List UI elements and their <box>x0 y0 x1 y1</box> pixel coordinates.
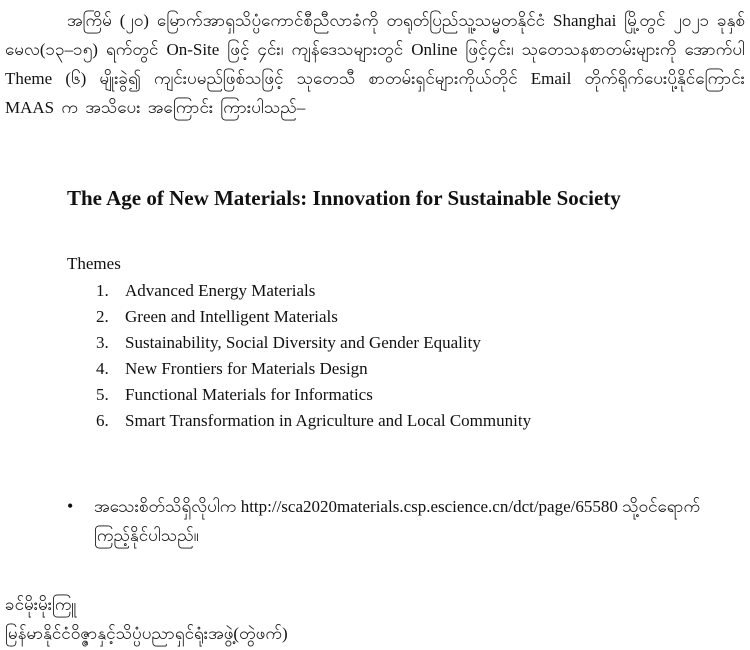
intro-paragraph: အကြိမ် (၂၀) မြောက်အာရှသိပ္ပံကောင်စီညီလာခံကို တရုတ်ပြည်သူ့သမ္မတနိုင်ငံ Shanghai မြို့တွင် ၂၀၂၁ ခုနှစ် မေလ(၁၃–၁၅) ရက်တွင် On-Site ဖြင့် ၄င်း၊ ကျန်ဒေသများတွင် Online ဖြင့်၄င်း၊ သုတေသနစာတမ်းများကို အောက်ပါ Theme (၆) မျိုးခွဲ၍ ကျင်းပမည်ဖြစ်သဖြင့် သုတေသီ စာတမ်းရှင်များကိုယ်တိုင် Email တိုက်ရိုက်ပေးပို့နိုင်ကြောင်း MAAS က အသိပေး အကြောင်း ကြားပါသည်– <box>5 11 745 117</box>
theme-item <box>96 278 531 304</box>
theme-label: Sustainability, Social Diversity and Gender Equality <box>125 333 481 352</box>
theme-item <box>96 408 531 434</box>
signature-block <box>5 590 288 648</box>
theme-item <box>96 356 531 382</box>
theme-number: 1. <box>96 281 109 300</box>
theme-label: Green and Intelligent Materials <box>125 307 338 326</box>
signature-name: ခင်မိုးမိုးကြူ <box>5 595 77 614</box>
more-info-text: အသေးစိတ်သိရှိလိုပါက http://sca2020materials.csp.escience.cn/dct/page/65580 သို့ဝင်ရောက်ကြည့်နိုင်ပါသည်။ <box>94 497 701 545</box>
theme-number: 6. <box>96 411 109 430</box>
themes-list <box>96 278 531 434</box>
theme-label: Advanced Energy Materials <box>125 281 316 300</box>
theme-label: New Frontiers for Materials Design <box>125 359 368 378</box>
theme-number: 2. <box>96 307 109 326</box>
theme-number: 5. <box>96 385 109 404</box>
themes-heading: Themes <box>67 254 121 273</box>
theme-item <box>96 382 531 408</box>
theme-label: Functional Materials for Informatics <box>125 385 373 404</box>
theme-number: 3. <box>96 333 109 352</box>
signature-organization: မြန်မာနိုင်ငံဝိဇ္ဇာနှင့်သိပ္ပံပညာရှင်ရုံးအဖွဲ့(တွဲဖက်) <box>5 624 288 643</box>
theme-label: Smart Transformation in Agriculture and Local Community <box>125 411 532 430</box>
theme-item <box>96 304 531 330</box>
more-info-bullet <box>67 492 717 550</box>
theme-item <box>96 330 531 356</box>
bullet-icon: • <box>67 496 74 516</box>
document-title: The Age of New Materials: Innovation for Sustainable Society <box>67 186 621 210</box>
theme-number: 4. <box>96 359 109 378</box>
